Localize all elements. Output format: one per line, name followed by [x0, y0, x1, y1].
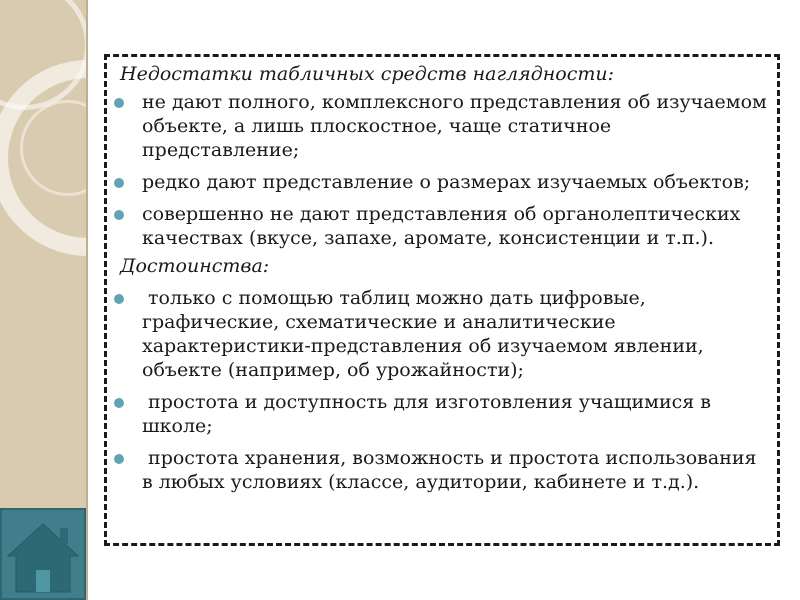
bullet-icon — [114, 98, 124, 108]
list-item — [112, 390, 772, 438]
list-item-text: простота и доступность для изготовления учащимися в школе; — [142, 391, 718, 437]
slide-content — [112, 62, 772, 502]
home-button[interactable] — [0, 508, 86, 600]
list-item — [112, 446, 772, 494]
disadvantages-heading: Недостатки табличных средств наглядности: — [120, 63, 615, 85]
advantages-heading: Достоинства: — [120, 255, 270, 277]
bullet-icon — [114, 398, 124, 408]
list-item-text: простота хранения, возможность и простота использования в любых условиях (классе, аудитории, кабинете и т.д.). — [142, 447, 763, 493]
bullet-icon — [114, 210, 124, 220]
list-item — [112, 202, 772, 250]
list-item — [112, 170, 772, 194]
bullet-icon — [114, 454, 124, 464]
list-item-text: не дают полного, комплексного представления об изучаемом объекте, а лишь плоскостное, чаще статичное представление; — [142, 91, 767, 161]
bullet-icon — [114, 294, 124, 304]
list-item-text: совершенно не дают представления об органолептических качествах (вкусе, запахе, аромате, консистенции и т.п.). — [142, 203, 741, 249]
decorative-circle — [20, 100, 116, 196]
list-item — [112, 286, 772, 382]
bullet-icon — [114, 178, 124, 188]
list-item-text: редко дают представление о размерах изучаемых объектов; — [142, 171, 751, 193]
list-item — [112, 90, 772, 162]
panel-divider — [86, 0, 88, 600]
home-icon — [4, 520, 82, 596]
list-item-text: только с помощью таблиц можно дать цифровые, графические, схематические и аналитические характеристики-представления об изучаемом явлении, объекте (например, об урожайности); — [142, 287, 710, 381]
